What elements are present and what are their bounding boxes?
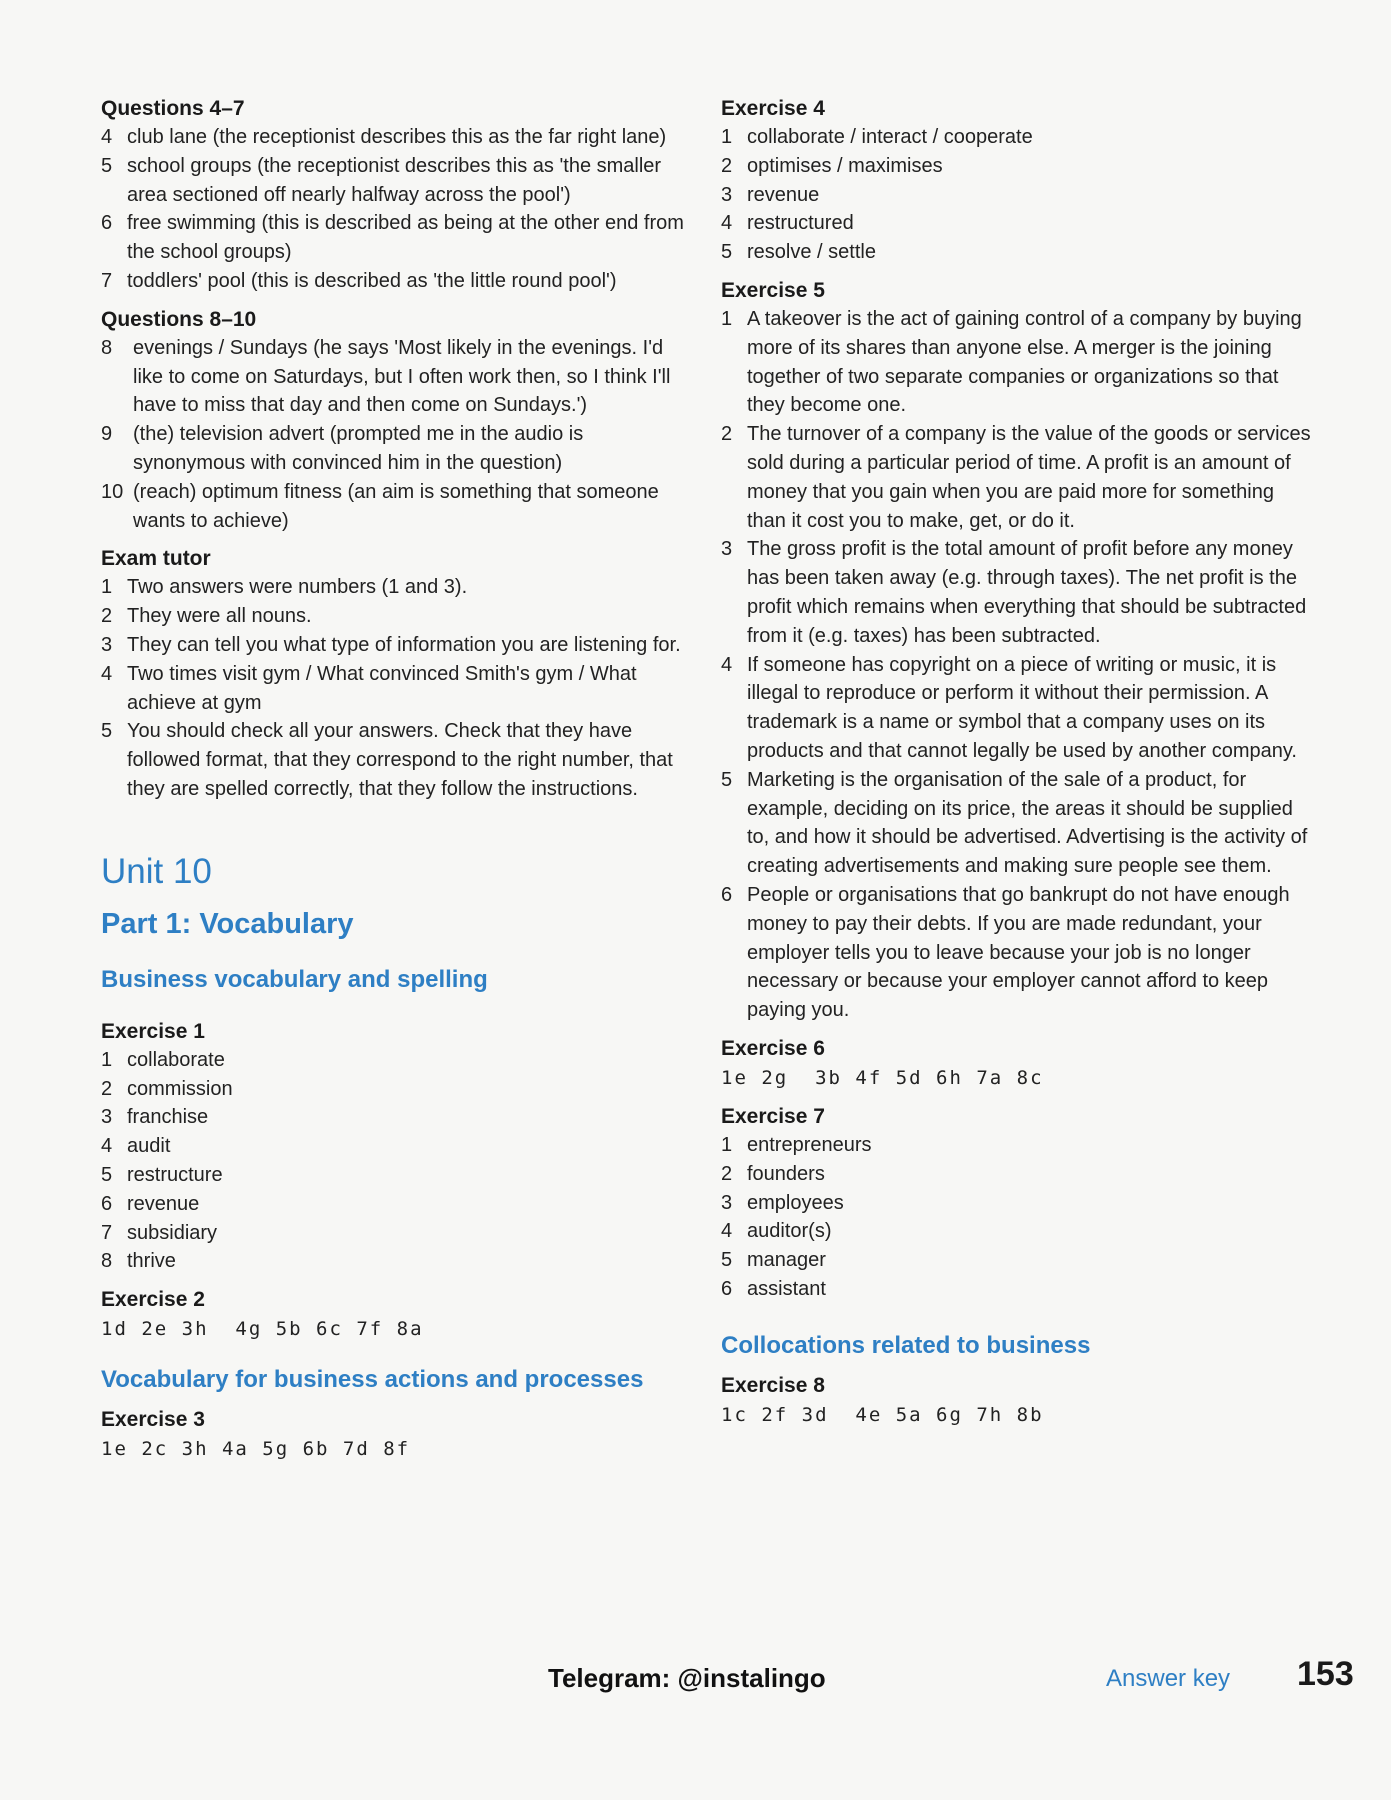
item-number: 3 bbox=[721, 538, 733, 561]
item-text: The gross profit is the total amount of profit before any money has been taken away (e.g. through taxes). The net profit is the profit which remains when everything that should be subtracted from it (e.g. taxes) has been subtracted. bbox=[747, 538, 1307, 647]
item-text: free swimming (this is described as being at the other end from the school groups) bbox=[127, 212, 684, 264]
item-text: school groups (the receptionist describes this as 'the smaller area sectioned off nearly halfway across the pool') bbox=[127, 154, 662, 206]
item-text: Two answers were numbers (1 and 3). bbox=[127, 576, 468, 599]
item-number: 5 bbox=[101, 154, 113, 177]
list-item bbox=[101, 267, 691, 296]
list-item bbox=[101, 1075, 691, 1104]
item-number: 7 bbox=[101, 269, 113, 292]
questions-4-7-list bbox=[101, 123, 691, 296]
item-text: audit bbox=[127, 1135, 171, 1158]
list-item bbox=[101, 478, 691, 536]
list-item bbox=[721, 881, 1316, 1025]
unit-title: Unit 10 bbox=[101, 851, 212, 891]
item-number: 5 bbox=[721, 241, 733, 264]
item-number: 3 bbox=[721, 1191, 733, 1214]
exercise-4-heading: Exercise 4 bbox=[721, 97, 825, 120]
list-item bbox=[101, 209, 691, 267]
item-number: 2 bbox=[721, 1162, 733, 1185]
item-number: 1 bbox=[721, 307, 733, 330]
exercise-5-heading: Exercise 5 bbox=[721, 278, 825, 302]
exercise-3-answers: 1e 2c 3h 4a 5g 6b 7d 8f bbox=[101, 1438, 411, 1461]
list-item bbox=[101, 1161, 691, 1190]
item-number: 5 bbox=[101, 1163, 113, 1186]
item-text: optimises / maximises bbox=[747, 154, 943, 177]
item-number: 2 bbox=[721, 423, 733, 446]
right-column bbox=[721, 95, 1316, 1430]
item-text: restructured bbox=[747, 212, 854, 235]
list-item bbox=[721, 1275, 1316, 1304]
list-item bbox=[721, 152, 1316, 181]
section-business-actions: Vocabulary for business actions and processes bbox=[101, 1366, 644, 1394]
list-item bbox=[721, 651, 1316, 766]
item-number: 3 bbox=[721, 183, 733, 206]
list-item bbox=[101, 420, 691, 478]
list-item bbox=[721, 209, 1316, 238]
item-number: 1 bbox=[721, 126, 733, 148]
list-item bbox=[721, 238, 1316, 267]
item-number: 1 bbox=[101, 1048, 113, 1071]
item-text: People or organisations that go bankrupt do not have enough money to pay their debts. If you are made redundant, your employer tells you to leave because your job is no longer necessary or because your employer cannot afford to keep paying you. bbox=[747, 883, 1290, 1022]
item-number: 6 bbox=[101, 1192, 113, 1215]
exercise-5-list bbox=[721, 305, 1316, 1025]
item-text: entrepreneurs bbox=[747, 1133, 872, 1156]
item-number: 5 bbox=[101, 720, 113, 743]
list-item bbox=[101, 717, 691, 803]
item-number: 3 bbox=[101, 633, 113, 656]
item-text: toddlers' pool (this is described as 'the little round pool') bbox=[127, 269, 617, 292]
item-text: subsidiary bbox=[127, 1221, 218, 1244]
item-text: auditor(s) bbox=[747, 1220, 832, 1243]
item-text: If someone has copyright on a piece of writing or music, it is illegal to reproduce or perform it without their permission. A trademark is a name or symbol that a company uses on its products and that cannot legally be used by another company. bbox=[747, 653, 1297, 762]
item-number: 4 bbox=[721, 1220, 733, 1243]
item-number: 5 bbox=[721, 1249, 733, 1272]
item-number: 5 bbox=[721, 768, 733, 791]
list-item bbox=[101, 573, 691, 602]
list-item bbox=[721, 1160, 1316, 1189]
item-text: Two times visit gym / What convinced Smith's gym / What achieve at gym bbox=[127, 662, 637, 714]
list-item bbox=[101, 123, 691, 152]
list-item bbox=[721, 1217, 1316, 1246]
item-text: employees bbox=[747, 1191, 844, 1214]
list-item bbox=[101, 152, 691, 210]
item-text: commission bbox=[127, 1077, 233, 1100]
item-number: 4 bbox=[721, 653, 733, 676]
list-item bbox=[101, 660, 691, 718]
exam-tutor-heading: Exam tutor bbox=[101, 547, 211, 571]
item-number: 6 bbox=[101, 212, 113, 235]
item-number: 4 bbox=[101, 662, 113, 685]
list-item bbox=[101, 631, 691, 660]
list-item bbox=[721, 305, 1316, 420]
item-text: (reach) optimum fitness (an aim is something that someone wants to achieve) bbox=[133, 480, 659, 532]
item-text: revenue bbox=[747, 183, 820, 206]
exercise-3-heading: Exercise 3 bbox=[101, 1408, 205, 1432]
list-item bbox=[721, 420, 1316, 535]
item-number: 10 bbox=[101, 480, 124, 503]
list-item bbox=[721, 181, 1316, 210]
exercise-1-list bbox=[101, 1046, 691, 1276]
list-item bbox=[721, 1189, 1316, 1218]
item-text: club lane (the receptionist describes this as the far right lane) bbox=[127, 126, 667, 148]
item-text: collaborate / interact / cooperate bbox=[747, 126, 1033, 148]
list-item bbox=[721, 766, 1316, 881]
list-item bbox=[721, 123, 1316, 152]
item-number: 4 bbox=[101, 126, 113, 148]
exercise-7-list bbox=[721, 1131, 1316, 1304]
questions-8-10-list bbox=[101, 334, 691, 536]
exercise-8-answers: 1c 2f 3d 4e 5a 6g 7h 8b bbox=[721, 1403, 1044, 1426]
list-item bbox=[101, 602, 691, 631]
exercise-8-heading: Exercise 8 bbox=[721, 1373, 825, 1397]
page-number: 153 bbox=[1297, 1655, 1354, 1693]
item-text: You should check all your answers. Check that they have followed format, that they correspond to the right number, that they are spelled correctly, that they follow the instructions. bbox=[127, 720, 673, 800]
telegram-watermark: Telegram: @instalingo bbox=[548, 1663, 826, 1693]
footer-section-label: Answer key bbox=[1106, 1665, 1231, 1692]
exercise-2-heading: Exercise 2 bbox=[101, 1288, 205, 1312]
exercise-2-answers: 1d 2e 3h 4g 5b 6c 7f 8a bbox=[101, 1318, 424, 1341]
item-number: 4 bbox=[101, 1135, 113, 1158]
item-number: 2 bbox=[721, 154, 733, 177]
list-item bbox=[721, 535, 1316, 650]
item-text: revenue bbox=[127, 1192, 200, 1215]
item-number: 2 bbox=[101, 605, 113, 628]
list-item bbox=[101, 1103, 691, 1132]
item-number: 3 bbox=[101, 1106, 113, 1129]
list-item bbox=[721, 1246, 1316, 1275]
item-text: They can tell you what type of information you are listening for. bbox=[127, 633, 681, 656]
questions-8-10-heading: Questions 8–10 bbox=[101, 307, 257, 331]
list-item bbox=[101, 1247, 691, 1276]
item-text: manager bbox=[747, 1249, 826, 1272]
item-text: restructure bbox=[127, 1163, 223, 1186]
exam-tutor-list bbox=[101, 573, 691, 803]
item-number: 6 bbox=[721, 883, 733, 906]
item-text: evenings / Sundays (he says 'Most likely in the evenings. I'd like to come on Saturdays, but I often work then, so I think I'll have to miss that day and then come on Sundays.') bbox=[133, 336, 671, 417]
item-text: (the) television advert (prompted me in the audio is synonymous with convinced him in the question) bbox=[133, 423, 584, 474]
exercise-4-list bbox=[721, 123, 1316, 267]
item-text: resolve / settle bbox=[747, 241, 876, 264]
exercise-7-heading: Exercise 7 bbox=[721, 1104, 825, 1128]
item-text: assistant bbox=[747, 1277, 826, 1300]
left-column bbox=[101, 95, 691, 1464]
item-number: 1 bbox=[101, 576, 113, 599]
section-collocations: Collocations related to business bbox=[721, 1331, 1091, 1359]
item-text: Marketing is the organisation of the sale of a product, for example, deciding on its price, the areas it should be supplied to, and how it should be advertised. Advertising is the activity of creating advertisements and making sure people see them. bbox=[747, 768, 1308, 878]
item-text: The turnover of a company is the value of the goods or services sold during a particular period of time. A profit is an amount of money that you gain when you are paid more for something than it cost you to make, get, or do it. bbox=[747, 423, 1311, 532]
list-item bbox=[101, 1190, 691, 1219]
part-title: Part 1: Vocabulary bbox=[101, 907, 354, 940]
list-item bbox=[721, 1131, 1316, 1160]
item-text: collaborate bbox=[127, 1048, 225, 1071]
exercise-6-answers: 1e 2g 3b 4f 5d 6h 7a 8c bbox=[721, 1066, 1044, 1089]
list-item bbox=[101, 334, 691, 420]
section-business-vocabulary: Business vocabulary and spelling bbox=[101, 965, 488, 993]
item-text: franchise bbox=[127, 1106, 209, 1129]
item-text: They were all nouns. bbox=[127, 605, 312, 628]
item-text: thrive bbox=[127, 1250, 176, 1273]
item-number: 6 bbox=[721, 1277, 733, 1300]
item-number: 2 bbox=[101, 1077, 113, 1100]
item-number: 4 bbox=[721, 212, 733, 235]
questions-4-7-heading: Questions 4–7 bbox=[101, 97, 245, 120]
item-text: founders bbox=[747, 1162, 825, 1185]
list-item bbox=[101, 1132, 691, 1161]
list-item bbox=[101, 1046, 691, 1075]
item-text: A takeover is the act of gaining control of a company by buying more of its shares than anyone else. A merger is the joining together of two separate companies or organizations so that they become one. bbox=[747, 307, 1302, 417]
exercise-1-heading: Exercise 1 bbox=[101, 1019, 205, 1043]
item-number: 8 bbox=[101, 1250, 113, 1273]
item-number: 1 bbox=[721, 1133, 733, 1156]
list-item bbox=[101, 1219, 691, 1248]
exercise-6-heading: Exercise 6 bbox=[721, 1036, 825, 1060]
item-number: 7 bbox=[101, 1221, 113, 1244]
item-number: 8 bbox=[101, 336, 113, 359]
item-number: 9 bbox=[101, 423, 113, 446]
